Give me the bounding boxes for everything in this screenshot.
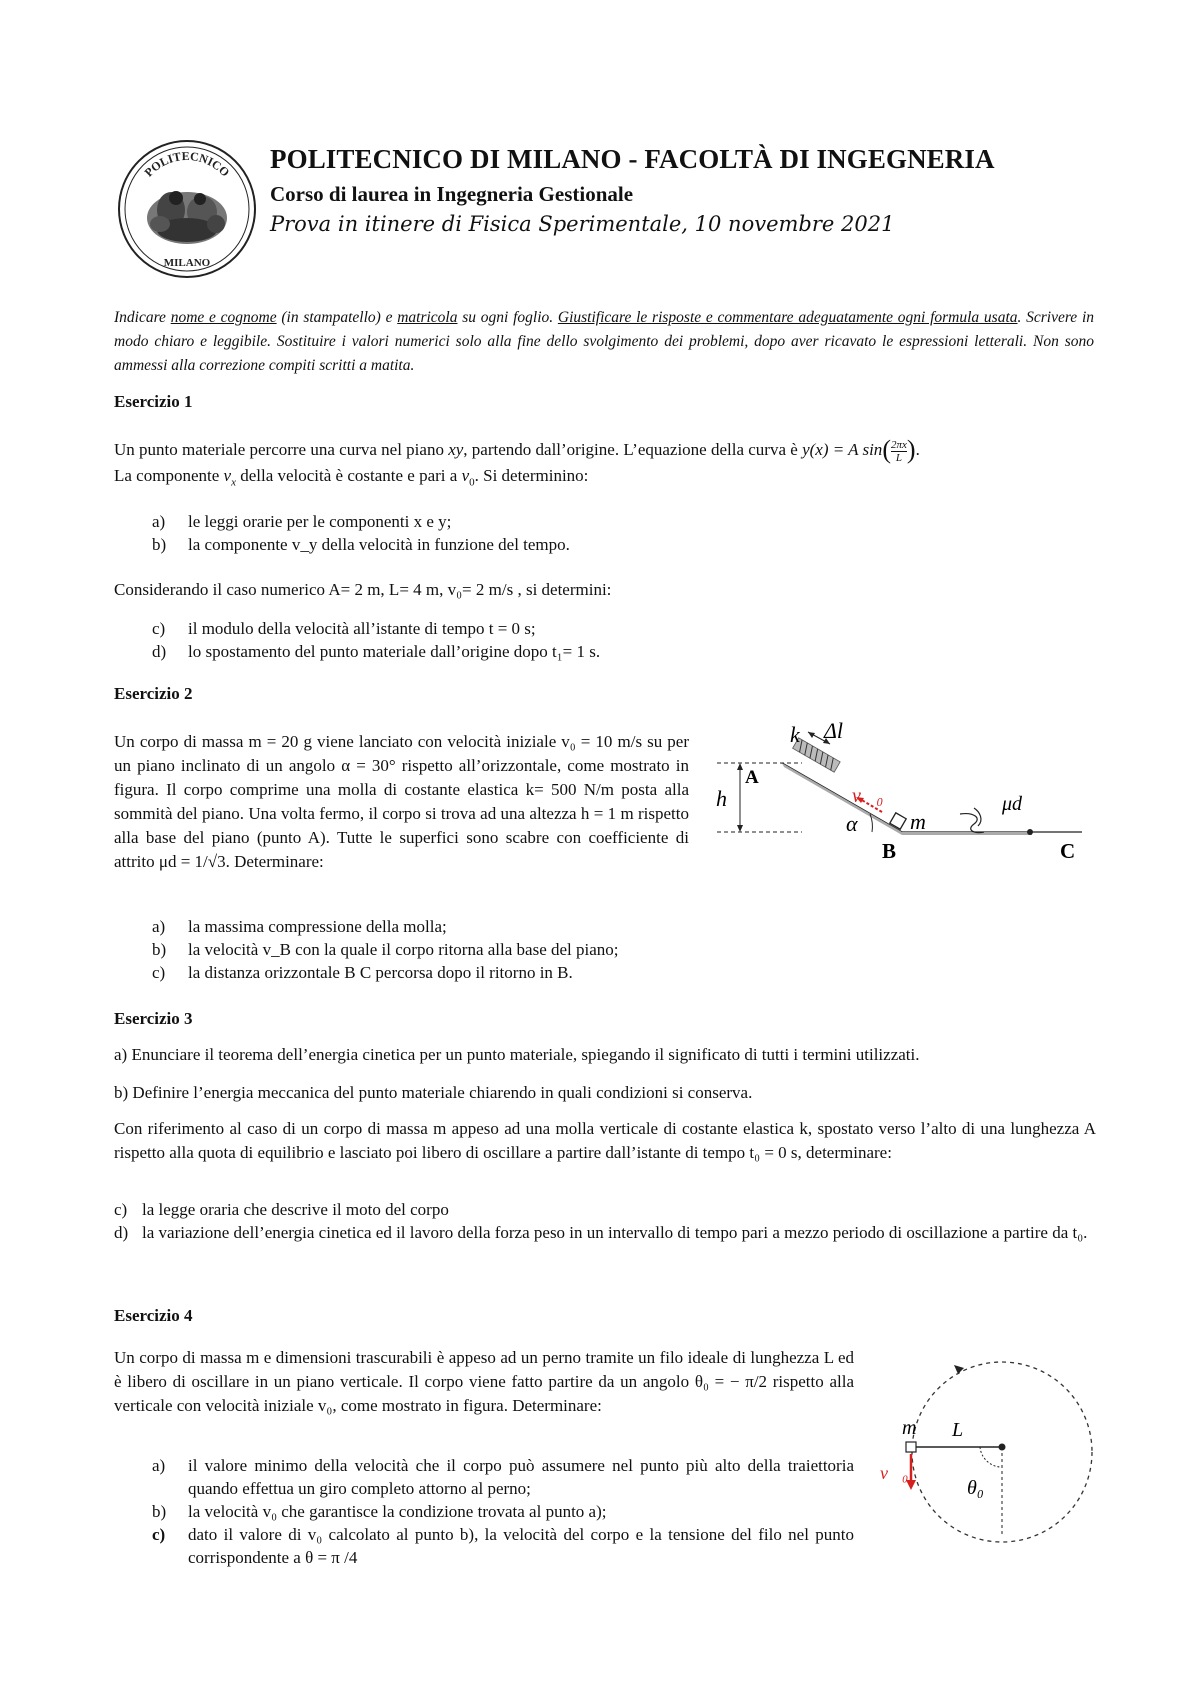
ex3-title: Esercizio 3 bbox=[114, 1009, 193, 1028]
instructions: Indicare nome e cognome (in stampatello) e matricola su ogni foglio. Giustificare le risposte e commentare adeguatamente ogni formula usata. Scrivere in modo chiaro e leggibile. Sostituire i valori numerici solo alla fine dello svolgimento dei problemi, dopo aver ricavato le espressioni letterali. Non sono ammessi alla correzione compiti scritti a matita. bbox=[114, 309, 1094, 374]
label-B: B bbox=[882, 839, 897, 863]
label-alpha: α bbox=[846, 811, 858, 836]
ex3-list bbox=[114, 1198, 1096, 1244]
ex4-title: Esercizio 4 bbox=[114, 1306, 193, 1325]
list-item: c) il modulo della velocità all’istante di tempo t = 0 s; bbox=[152, 619, 536, 638]
institution-title: POLITECNICO DI MILANO - FACOLTÀ DI INGEGNERIA bbox=[270, 144, 995, 174]
ex4-list bbox=[114, 1454, 854, 1569]
label-C: C bbox=[1060, 839, 1076, 863]
label-h: h bbox=[716, 786, 727, 811]
list-item: c) la distanza orizzontale B C percorsa dopo il ritorno in B. bbox=[152, 963, 573, 982]
list-item: d) la variazione dell’energia cinetica ed il lavoro della forza peso in un intervallo di tempo pari a mezzo periodo di oscillazione a partire da t₀. bbox=[114, 1223, 1088, 1242]
seal-bottom-text: MILANO bbox=[163, 257, 211, 269]
mass-block bbox=[906, 1442, 916, 1452]
list-item: a) la massima compressione della molla; bbox=[152, 917, 447, 936]
ex3-a: a) Enunciare il teorema dell’energia cinetica per un punto materiale, spiegando il significato di tutti i termini utilizzati. bbox=[114, 1045, 920, 1064]
list-item: b) la velocità v₀ che garantisce la condizione trovata al punto a); bbox=[152, 1502, 607, 1521]
ex2-text: Un corpo di massa m = 20 g viene lanciato con velocità iniziale v₀ = 10 m/s su per un piano inclinato di un angolo α = 30° rispetto all’orizzontale, come mostrato in figura. Il corpo comprime una molla di costante elastica k= 500 N/m posta alla sommità del piano. Una volta fermo, il corpo si trova ad una altezza h = 1 m rispetto alla base del piano (punto A). Tutte le superfici sono scabre con coefficiente di attrito μd = 1/√3. Determinare: bbox=[114, 732, 689, 871]
politecnico-seal bbox=[116, 138, 258, 280]
point-c-dot bbox=[1027, 829, 1033, 835]
ex1-numeric: Considerando il caso numerico A= 2 m, L= 4 m, v₀= 2 m/s , si determini: bbox=[114, 580, 612, 599]
ex1-title: Esercizio 1 bbox=[114, 392, 193, 411]
list-item: b) la velocità v_B con la quale il corpo ritorna alla base del piano; bbox=[152, 940, 619, 959]
list-item: c) dato il valore di v₀ calcolato al punto b), la velocità del corpo e la tensione del filo nel punto corrispondente a θ = π /4 bbox=[152, 1525, 854, 1567]
friction-squiggle bbox=[960, 808, 984, 833]
label-k: k bbox=[790, 722, 800, 747]
label-m: m bbox=[902, 1417, 917, 1439]
exam-title: Prova in itinere di Fisica Sperimentale, 10 novembre 2021 bbox=[270, 212, 895, 236]
label-mud: μd bbox=[1002, 793, 1023, 815]
ex3-text: Con riferimento al caso di un corpo di massa m appeso ad una molla verticale di costante elastica k, spostato verso l’alto di una lunghezza A rispetto alla quota di equilibrio e lasciato poi libero di oscillare a partire dall’istante di tempo t₀ = 0 s, determinare: bbox=[114, 1119, 1096, 1162]
label-theta0: θ₀ bbox=[967, 1477, 984, 1499]
list-item: a) il valore minimo della velocità che il corpo può assumere nel punto più alto della traiettoria quando effettua un giro completo attorno al perno; bbox=[152, 1456, 854, 1498]
ex2-list bbox=[114, 915, 734, 984]
label-v0: v⃗₀ bbox=[852, 785, 884, 807]
label-A: A bbox=[745, 767, 759, 788]
ex1-intro: Un punto materiale percorre una curva nel piano xy, partendo dall’origine. L’equazione della curva è y(x) = A sin( $\frac{2\pi x}{L}$ ). La componente $v_x$ della velocità è costante e pari a $v_0$. Si determinino: bbox=[114, 435, 920, 488]
pendulum-figure bbox=[872, 1332, 1102, 1582]
label-m: m bbox=[910, 809, 926, 834]
ex1-list-2 bbox=[114, 617, 1094, 663]
rotation-arrow bbox=[954, 1365, 964, 1374]
list-item: d) lo spostamento del punto materiale dall’origine dopo t₁= 1 s. bbox=[152, 642, 601, 661]
list-item: c) la legge oraria che descrive il moto del corpo bbox=[114, 1200, 449, 1219]
seal-top-text: POLITECNICO bbox=[141, 148, 233, 180]
ex1-list-1 bbox=[114, 510, 1094, 556]
label-delta-l: Δl bbox=[824, 720, 844, 743]
incline-figure bbox=[712, 720, 1092, 870]
ex3-b: b) Definire l’energia meccanica del punto materiale chiarendo in quali condizioni si conserva. bbox=[114, 1083, 753, 1102]
ex4-text: Un corpo di massa m e dimensioni trascurabili è appeso ad un perno tramite un filo ideale di lunghezza L ed è libero di oscillare in un piano verticale. Il corpo viene fatto partire da un angolo θ₀ = − π/2 rispetto alla verticale con velocità iniziale v₀, come mostrato in figura. Determinare: bbox=[114, 1348, 854, 1415]
list-item: a) le leggi orarie per le componenti x e y; bbox=[152, 512, 452, 531]
label-v0: v⃗₀ bbox=[880, 1463, 909, 1483]
pivot bbox=[999, 1444, 1006, 1451]
course-title: Corso di laurea in Ingegneria Gestionale bbox=[270, 182, 634, 206]
ex2-title: Esercizio 2 bbox=[114, 684, 193, 703]
label-L: L bbox=[952, 1419, 964, 1441]
list-item: b) la componente v_y della velocità in funzione del tempo. bbox=[152, 535, 570, 554]
